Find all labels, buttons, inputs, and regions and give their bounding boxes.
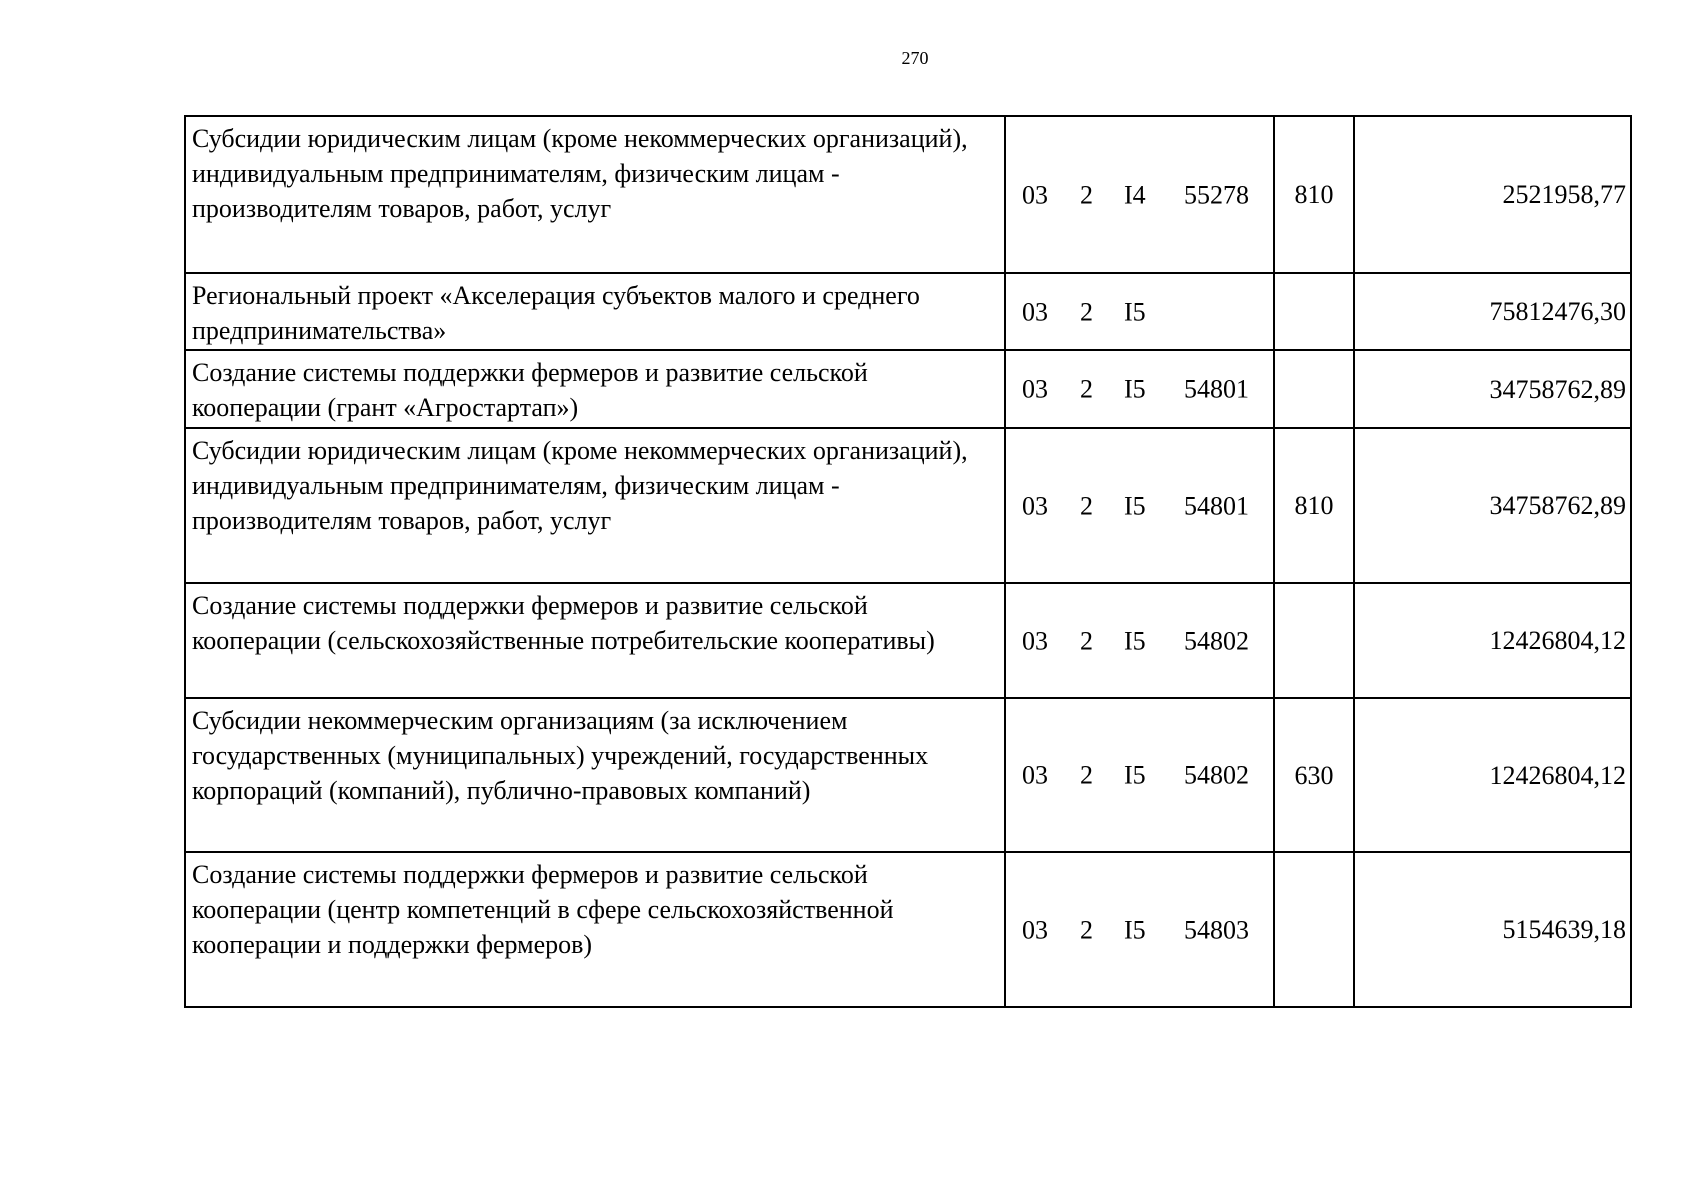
row-name: Субсидии юридическим лицам (кроме некоммерческих организаций), индивидуальным предпринимателям, физическим лицам - производителям товаров, работ, услуг <box>185 116 1005 273</box>
target-code-cell <box>1005 350 1274 428</box>
code-direction: 54802 <box>1184 626 1249 655</box>
table-row <box>185 852 1631 1007</box>
table-row <box>185 273 1631 350</box>
row-sum: 75812476,30 <box>1354 273 1631 350</box>
row-name: Субсидии юридическим лицам (кроме некоммерческих организаций), индивидуальным предпринимателям, физическим лицам - производителям товаров, работ, услуг <box>185 428 1005 583</box>
code-direction: 55278 <box>1184 180 1249 209</box>
code-direction: 54803 <box>1184 915 1249 944</box>
expense-type <box>1274 350 1354 428</box>
row-sum: 12426804,12 <box>1354 583 1631 698</box>
code-direction: 54801 <box>1184 374 1249 404</box>
expense-type <box>1274 273 1354 350</box>
row-name: Создание системы поддержки фермеров и развитие сельской кооперации (грант «Агростартап») <box>185 350 1005 428</box>
code-subprogram: 2 <box>1080 626 1093 655</box>
table-row <box>185 583 1631 698</box>
expense-type: 810 <box>1274 116 1354 273</box>
code-subprogram: 2 <box>1080 374 1093 404</box>
target-code-cell <box>1005 698 1274 852</box>
page-number: 270 <box>901 48 929 68</box>
expense-type <box>1274 852 1354 1007</box>
code-program: 03 <box>1022 915 1048 944</box>
table-row <box>185 350 1631 428</box>
code-project: I5 <box>1124 760 1146 790</box>
row-sum: 34758762,89 <box>1354 428 1631 583</box>
row-sum: 34758762,89 <box>1354 350 1631 428</box>
row-name: Создание системы поддержки фермеров и развитие сельской кооперации (центр компетенций в сфере сельскохозяйственной кооперации и поддержки фермеров) <box>185 852 1005 1007</box>
row-name: Субсидии некоммерческим организациям (за исключением государственных (муниципальных) учреждений, государственных корпораций (компаний), публично-правовых компаний) <box>185 698 1005 852</box>
row-sum: 12426804,12 <box>1354 698 1631 852</box>
code-direction: 54801 <box>1184 491 1249 520</box>
code-direction: 54802 <box>1184 760 1249 790</box>
row-name: Региональный проект «Акселерация субъектов малого и среднего предпринимательства» <box>185 273 1005 350</box>
expense-type: 810 <box>1274 428 1354 583</box>
code-subprogram: 2 <box>1080 915 1093 944</box>
table-row <box>185 698 1631 852</box>
expense-type <box>1274 583 1354 698</box>
code-program: 03 <box>1022 626 1048 655</box>
target-code-cell <box>1005 273 1274 350</box>
code-program: 03 <box>1022 374 1048 404</box>
target-code-cell <box>1005 116 1274 273</box>
row-sum: 2521958,77 <box>1354 116 1631 273</box>
code-project: I5 <box>1124 374 1146 404</box>
code-project: I4 <box>1124 180 1146 209</box>
code-program: 03 <box>1022 760 1048 790</box>
row-sum: 5154639,18 <box>1354 852 1631 1007</box>
code-subprogram: 2 <box>1080 491 1093 520</box>
code-project: I5 <box>1124 297 1146 326</box>
row-name: Создание системы поддержки фермеров и развитие сельской кооперации (сельскохозяйственные потребительские кооперативы) <box>185 583 1005 698</box>
table-row <box>185 116 1631 273</box>
target-code-cell <box>1005 852 1274 1007</box>
expense-type: 630 <box>1274 698 1354 852</box>
target-code-cell <box>1005 428 1274 583</box>
code-program: 03 <box>1022 180 1048 209</box>
budget-table <box>184 115 1632 1008</box>
code-subprogram: 2 <box>1080 180 1093 209</box>
code-program: 03 <box>1022 297 1048 326</box>
code-program: 03 <box>1022 491 1048 520</box>
table-row <box>185 428 1631 583</box>
target-code-cell <box>1005 583 1274 698</box>
code-project: I5 <box>1124 915 1146 944</box>
code-project: I5 <box>1124 491 1146 520</box>
code-subprogram: 2 <box>1080 760 1093 790</box>
code-project: I5 <box>1124 626 1146 655</box>
code-subprogram: 2 <box>1080 297 1093 326</box>
